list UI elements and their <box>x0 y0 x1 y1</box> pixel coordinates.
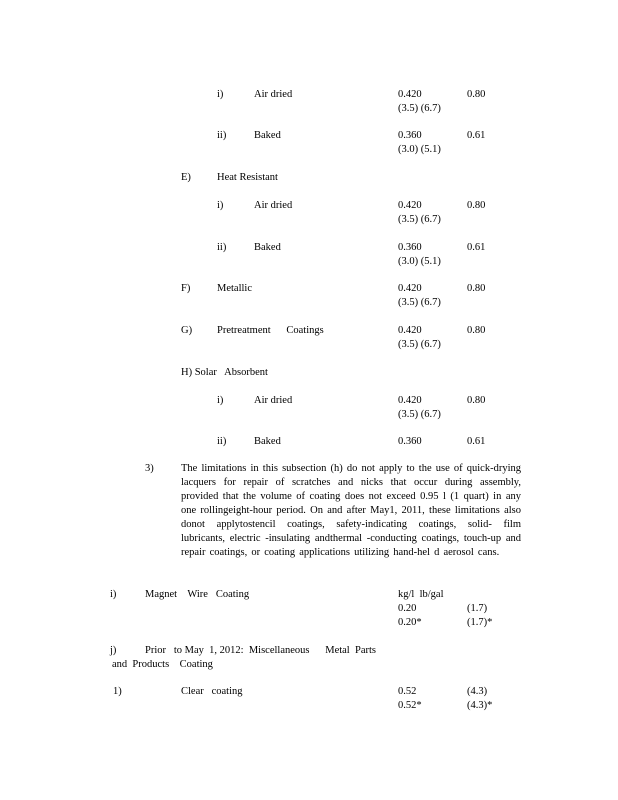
limit-lb-per-gal: (3.0) (5.1) <box>398 144 441 155</box>
limit-kg-per-l: 0.360 <box>398 130 422 141</box>
limit-value-2: 0.80 <box>467 325 486 336</box>
limit-lb-per-gal: (3.5) (6.7) <box>398 103 441 114</box>
item-number: 1) <box>113 686 122 697</box>
limit-lb-per-gal: (3.5) (6.7) <box>398 214 441 225</box>
limit-lb-per-gal: (3.5) (6.7) <box>398 339 441 350</box>
limit-kg-per-l: 0.360 <box>398 436 422 447</box>
limit-lb-per-gal: (4.3) <box>467 686 488 697</box>
category-letter: H) <box>181 367 193 378</box>
limit-lb-per-gal: (3.0) (5.1) <box>398 256 441 267</box>
limit-value-2: 0.61 <box>467 436 486 447</box>
limit-value-2: 0.80 <box>467 395 486 406</box>
item-number: i) <box>217 89 224 100</box>
limit-kg-per-l: 0.420 <box>398 395 422 406</box>
limitations-paragraph: The limitations in this subsection (h) do not apply to the use of quick-drying lacquers for repair of scratches and nicks that occur during assembly, provided that the volume of coating does not exceed 0.95 l (1 quart) in any one rollingeight-hour period. On and after May1, 2011, these limitations also donot applytostencil coatings, safety-indicating coatings, solid- film lubricants, electric -insulating andthermal -conducting coatings, touch-up and repair coatings, or coating applications utilizing hand-hel d aerosol cans. <box>181 463 521 558</box>
limit-kg-per-l: 0.52 <box>398 686 417 697</box>
coating-label: Air dried <box>254 395 293 406</box>
paragraph-number: 3) <box>145 463 154 474</box>
coating-label: Baked <box>254 130 281 141</box>
item-number: ii) <box>217 436 227 447</box>
limit-lb-per-gal-alt: (1.7)* <box>467 617 493 628</box>
category-letter: F) <box>181 283 191 294</box>
category-letter: E) <box>181 172 191 183</box>
limit-kg-per-l: 0.20 <box>398 603 417 614</box>
limit-lb-per-gal-alt: (4.3)* <box>467 700 493 711</box>
section-letter: i) <box>110 589 117 600</box>
category-heading: Pretreatment Coatings <box>217 325 324 336</box>
limit-value-2: 0.80 <box>467 283 486 294</box>
coating-label: Air dried <box>254 89 293 100</box>
category-heading <box>181 366 268 380</box>
category-heading: Heat Resistant <box>217 172 278 183</box>
item-number: ii) <box>217 130 227 141</box>
item-number: i) <box>217 395 224 406</box>
category-letter: G) <box>181 325 193 336</box>
section-title: Prior to May 1, 2012: Miscellaneous Metal Parts <box>145 645 376 656</box>
coating-label: Baked <box>254 436 281 447</box>
limit-value-2: 0.80 <box>467 89 486 100</box>
limit-kg-per-l: 0.420 <box>398 283 422 294</box>
limit-kg-per-l-alt: 0.20* <box>398 617 422 628</box>
category-title: Solar Absorbent <box>194 367 268 378</box>
item-number: ii) <box>217 242 227 253</box>
limit-lb-per-gal: (1.7) <box>467 603 488 614</box>
limit-kg-per-l: 0.420 <box>398 325 422 336</box>
section-title-continued: and Products Coating <box>112 659 213 670</box>
coating-label: Clear coating <box>181 686 243 697</box>
limit-kg-per-l: 0.360 <box>398 242 422 253</box>
limit-lb-per-gal: (3.5) (6.7) <box>398 409 441 420</box>
units-header: kg/l lb/gal <box>398 589 444 600</box>
limit-kg-per-l-alt: 0.52* <box>398 700 422 711</box>
section-title: Magnet Wire Coating <box>145 589 250 600</box>
limit-value-2: 0.80 <box>467 200 486 211</box>
coating-label: Air dried <box>254 200 293 211</box>
limit-value-2: 0.61 <box>467 242 486 253</box>
category-heading: Metallic <box>217 283 252 294</box>
limit-kg-per-l: 0.420 <box>398 89 422 100</box>
item-number: i) <box>217 200 224 211</box>
section-letter: j) <box>110 645 117 656</box>
limit-lb-per-gal: (3.5) (6.7) <box>398 297 441 308</box>
limit-value-2: 0.61 <box>467 130 486 141</box>
coating-label: Baked <box>254 242 281 253</box>
limit-kg-per-l: 0.420 <box>398 200 422 211</box>
